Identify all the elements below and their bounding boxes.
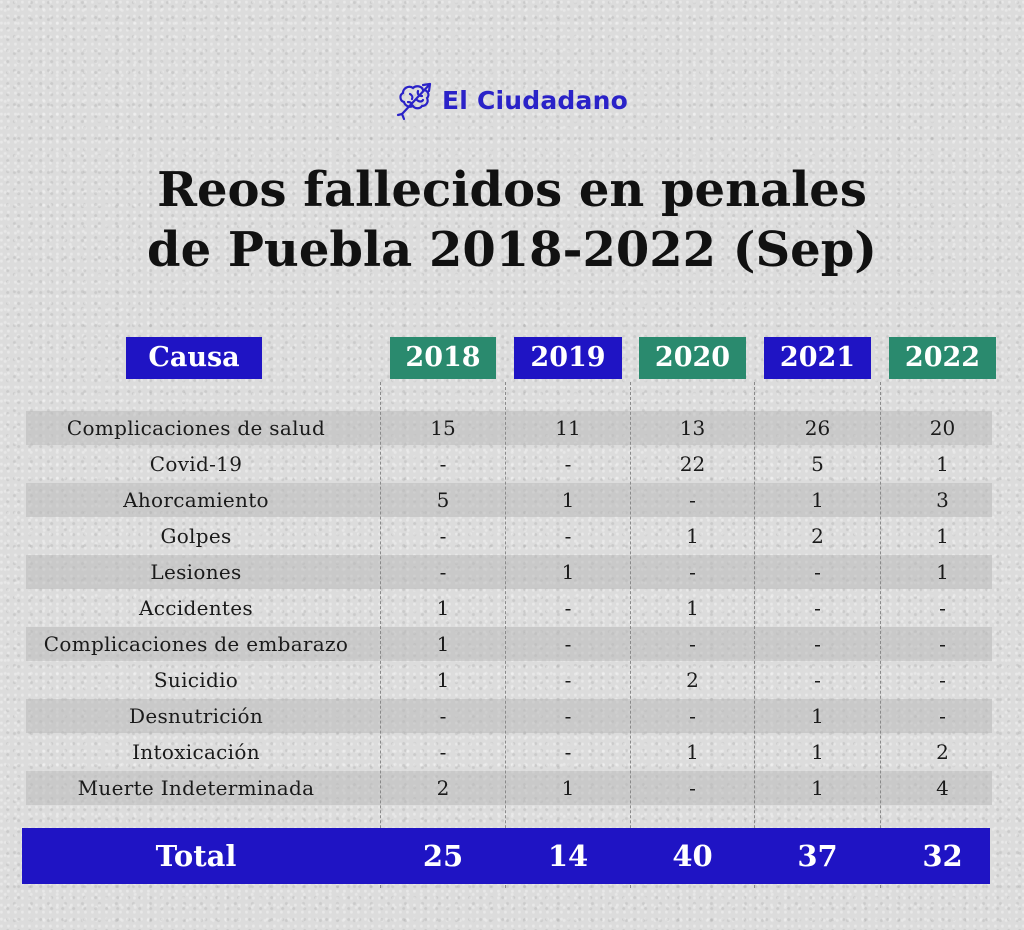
column-divider <box>754 382 755 888</box>
table-cell-2020: - <box>689 632 696 656</box>
table-cell-2020: - <box>689 488 696 512</box>
table-cell-2019: - <box>564 452 572 476</box>
total-value-2020: 40 <box>672 839 713 873</box>
total-label: Total <box>155 839 237 873</box>
table-cell-2020: 22 <box>679 452 706 476</box>
table-cell-2022: 1 <box>936 560 949 584</box>
table-cell-2018: 1 <box>436 668 450 692</box>
column-divider <box>630 382 631 888</box>
row-label: Ahorcamiento <box>123 488 269 512</box>
total-value-2019: 14 <box>547 839 589 873</box>
table-cell-2019: - <box>564 632 572 656</box>
table-cell-2018: 5 <box>436 488 450 512</box>
table-cell-2019: 1 <box>561 560 575 584</box>
table-cell-2022: - <box>939 632 946 656</box>
table-cell-2022: 20 <box>929 416 956 440</box>
total-value-2022: 32 <box>922 839 963 873</box>
row-label: Covid-19 <box>149 452 243 476</box>
table-cell-2019: - <box>564 668 572 692</box>
table-cell-2020: - <box>689 560 696 584</box>
row-label: Muerte Indeterminada <box>77 776 315 800</box>
table-cell-2018: - <box>439 704 447 728</box>
row-label: Accidentes <box>139 596 253 620</box>
table-cell-2018: 1 <box>436 596 450 620</box>
table-cell-2019: 1 <box>561 776 575 800</box>
table-cell-2020: 1 <box>686 596 699 620</box>
table-cell-2020: 13 <box>679 416 706 440</box>
year-header-2021: 2021 <box>764 337 871 379</box>
brain-logo-icon <box>396 78 436 122</box>
table-cell-2022: 1 <box>936 452 949 476</box>
table-cell-2018: - <box>439 452 447 476</box>
table-cell-2020: 1 <box>686 524 699 548</box>
column-divider <box>505 382 506 888</box>
table-cell-2018: - <box>439 740 447 764</box>
table-cell-2019: - <box>564 740 572 764</box>
causa-header: Causa <box>126 337 262 379</box>
table-cell-2022: - <box>939 704 946 728</box>
column-divider <box>380 382 381 888</box>
year-header-2019: 2019 <box>514 337 622 379</box>
table-cell-2018: 2 <box>436 776 450 800</box>
table-cell-2021: 26 <box>804 416 831 440</box>
table-cell-2018: - <box>439 524 447 548</box>
table-cell-2019: - <box>564 524 572 548</box>
table-cell-2019: 11 <box>555 416 581 440</box>
table-cell-2022: 3 <box>936 488 949 512</box>
table-cell-2021: 1 <box>811 776 824 800</box>
table-cell-2021: - <box>814 596 821 620</box>
table-cell-2022: 1 <box>936 524 949 548</box>
row-label: Desnutrición <box>128 704 263 728</box>
row-label: Suicidio <box>153 668 239 692</box>
table-cell-2020: 1 <box>686 740 699 764</box>
table-cell-2021: 1 <box>811 488 824 512</box>
table-cell-2021: - <box>814 632 821 656</box>
chart-title-line-2: de Puebla 2018-2022 (Sep) <box>147 222 877 278</box>
table-cell-2021: 1 <box>811 704 824 728</box>
table-cell-2021: 1 <box>811 740 824 764</box>
row-label: Intoxicación <box>132 740 260 764</box>
table-cell-2020: - <box>689 776 696 800</box>
table-cell-2019: - <box>564 596 572 620</box>
table-cell-2019: - <box>564 704 572 728</box>
column-divider <box>880 382 881 888</box>
table-cell-2021: 2 <box>811 524 824 548</box>
brand-logo <box>0 76 1024 124</box>
year-header-2022: 2022 <box>889 337 996 379</box>
row-label: Golpes <box>160 524 232 548</box>
table-cell-2021: - <box>814 560 821 584</box>
total-value-2021: 37 <box>797 839 838 873</box>
table-cell-2020: 2 <box>686 668 699 692</box>
brand-name: El Ciudadano <box>442 85 628 115</box>
table-cell-2022: 2 <box>936 740 949 764</box>
row-label: Lesiones <box>150 560 242 584</box>
table-cell-2022: - <box>939 668 946 692</box>
table-cell-2022: 4 <box>936 776 949 800</box>
table-cell-2022: - <box>939 596 946 620</box>
total-value-2018: 25 <box>422 839 464 873</box>
year-header-2020: 2020 <box>639 337 746 379</box>
chart-title-line-1: Reos fallecidos en penales <box>157 162 867 218</box>
table-cell-2020: - <box>689 704 696 728</box>
year-header-2018: 2018 <box>390 337 496 379</box>
table-cell-2019: 1 <box>561 488 575 512</box>
chart-title <box>0 160 1024 280</box>
table-cell-2018: 1 <box>436 632 450 656</box>
table-cell-2021: - <box>814 668 821 692</box>
row-label: Complicaciones de embarazo <box>43 632 349 656</box>
row-label: Complicaciones de salud <box>66 416 326 440</box>
table-cell-2018: - <box>439 560 447 584</box>
table-cell-2021: 5 <box>811 452 824 476</box>
table-cell-2018: 15 <box>430 416 456 440</box>
